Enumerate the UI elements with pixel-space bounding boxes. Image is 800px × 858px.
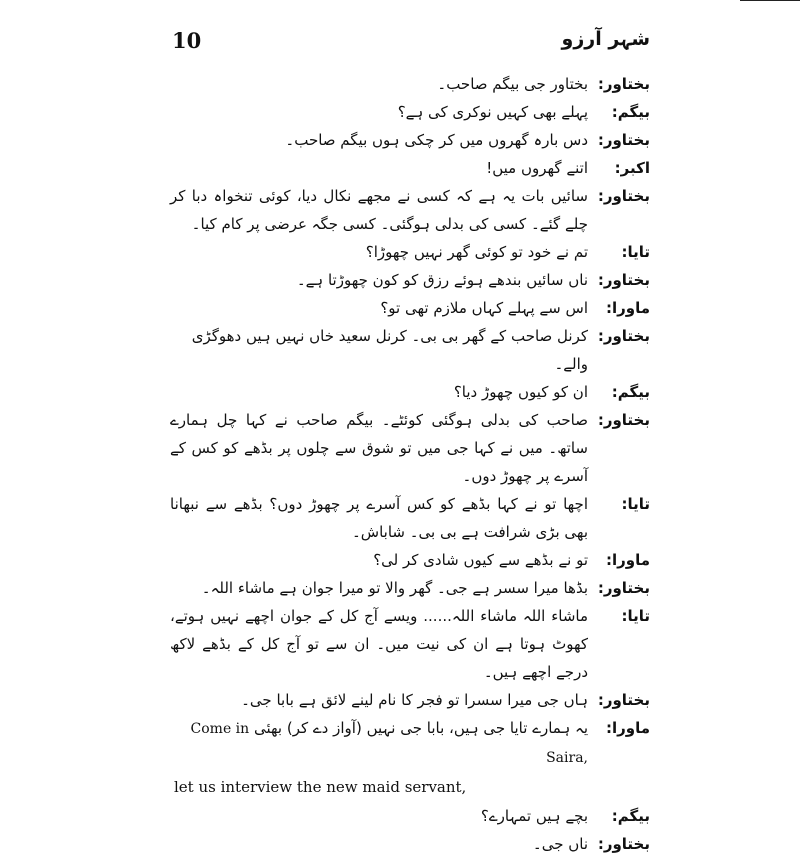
dialogue-line xyxy=(170,294,650,322)
speaker-name: ماورا: xyxy=(605,719,650,737)
dialogue-line xyxy=(170,406,650,490)
dialogue-line xyxy=(170,714,650,772)
speech-text: ناں سائیں بندھے ہوئے رزق کو کون چھوڑتا ہے۔ xyxy=(296,271,588,289)
dialogue-line xyxy=(170,70,650,98)
speaker-name: بیگم: xyxy=(611,103,650,121)
speech-text: ماشاء اللہ ماشاء اللہ...... ویسے آج کل کے جوان اچھے نہیں ہوتے، کھوٹ ہوتا ہے ان کی نیت میں۔ ان سے تو آج کل کے بڈھے لاکھ درجے اچھے ہیں۔ xyxy=(170,607,588,681)
speech-text: دس بارہ گھروں میں کر چکی ہوں بیگم صاحب۔ xyxy=(285,131,588,149)
speech-text: تم نے خود تو کوئی گھر نہیں چھوڑا؟ xyxy=(365,243,588,261)
speech-text: تو نے بڈھے سے کیوں شادی کر لی؟ xyxy=(373,551,588,569)
top-edge-rule xyxy=(740,0,800,1)
speech-text xyxy=(170,714,594,772)
speech-english-part: Come in Saira, xyxy=(190,721,588,766)
speech-text: صاحب کی بدلی ہوگئی کوئٹے۔ بیگم صاحب نے کہا چل ہمارے ساتھ۔ میں نے کہا جی میں تو شوق سے چلوں پر بڈھے کو کس کے آسرے پر چھوڑ دوں۔ xyxy=(170,411,588,485)
speaker-name: بختاور: xyxy=(597,187,650,205)
speaker-name: بختاور: xyxy=(597,835,650,853)
speaker-name: بیگم: xyxy=(611,807,650,825)
speaker-name: بیگم: xyxy=(611,383,650,401)
speaker-name: تایا: xyxy=(621,495,650,513)
speaker-name: بختاور: xyxy=(597,691,650,709)
speaker-name: بختاور: xyxy=(597,327,650,345)
speaker-name: ماورا: xyxy=(605,551,650,569)
page-number: 10 xyxy=(172,28,202,53)
speaker-name: اکبر: xyxy=(614,159,650,177)
dialogue-line xyxy=(170,574,650,602)
speech-text: سائیں بات یہ ہے کہ کسی نے مجھے نکال دیا، کوئی تنخواہ دبا کر چلے گئے۔ کسی کی بدلی ہوگئی۔ کسی جگہ عرضی پر کام کیا۔ xyxy=(170,187,588,233)
speech-text: پہلے بھی کہیں نوکری کی ہے؟ xyxy=(397,103,588,121)
running-title: شہر آرزو xyxy=(561,28,650,50)
speech-text: ان کو کیوں چھوڑ دیا؟ xyxy=(453,383,588,401)
speaker-name: ماورا: xyxy=(605,299,650,317)
speech-text: کرنل صاحب کے گھر بی بی۔ کرنل سعید خاں نہیں ہیں دھوگڑی والے۔ xyxy=(191,327,588,373)
speech-text: ناں جی۔ xyxy=(532,835,588,853)
speech-text: بختاور جی بیگم صاحب۔ xyxy=(437,75,588,93)
speech-text: اس سے پہلے کہاں ملازم تھی تو؟ xyxy=(380,299,588,317)
speaker-name: بختاور: xyxy=(597,411,650,429)
dialogue-line xyxy=(170,830,650,858)
speech-text: ہاں جی میرا سسرا تو فجر کا نام لینے لائق ہے بابا جی۔ xyxy=(241,691,588,709)
speaker-name: بختاور: xyxy=(597,271,650,289)
dialogue-line xyxy=(170,378,650,406)
page-header xyxy=(172,28,650,58)
speech-text: بڈھا میرا سسر ہے جی۔ گھر والا تو میرا جوان ہے ماشاء اللہ۔ xyxy=(201,579,588,597)
dialogue-line xyxy=(170,266,650,294)
speaker-name: بختاور: xyxy=(597,75,650,93)
speech-urdu-part: یہ ہمارے تایا جی ہیں، بابا جی نہیں (آواز دے کر) بھئی xyxy=(253,719,588,737)
dialogue-line xyxy=(170,602,650,686)
speech-text: اتنے گھروں میں! xyxy=(486,159,588,177)
dialogue-line xyxy=(170,546,650,574)
speaker-name: تایا: xyxy=(621,607,650,625)
dialogue-line xyxy=(170,802,650,830)
speech-text: اچھا تو نے کہا بڈھے کو کس آسرے پر چھوڑ دوں؟ بڈھے سے نبھانا بھی بڑی شرافت ہے بی بی۔ شاباش۔ xyxy=(170,495,588,541)
english-continuation-line: let us interview the new maid servant, xyxy=(174,778,467,796)
dialogue-line xyxy=(170,126,650,154)
dialogue-line xyxy=(170,238,650,266)
speaker-name: بختاور: xyxy=(597,131,650,149)
dialogue-line xyxy=(170,322,650,378)
dialogue-block xyxy=(170,70,650,858)
speaker-name: تایا: xyxy=(621,243,650,261)
dialogue-line xyxy=(170,490,650,546)
dialogue-line xyxy=(170,182,650,238)
dialogue-line xyxy=(170,154,650,182)
speech-text: بچے ہیں تمہارے؟ xyxy=(480,807,588,825)
speaker-name: بختاور: xyxy=(597,579,650,597)
dialogue-line xyxy=(170,686,650,714)
dialogue-line xyxy=(170,98,650,126)
